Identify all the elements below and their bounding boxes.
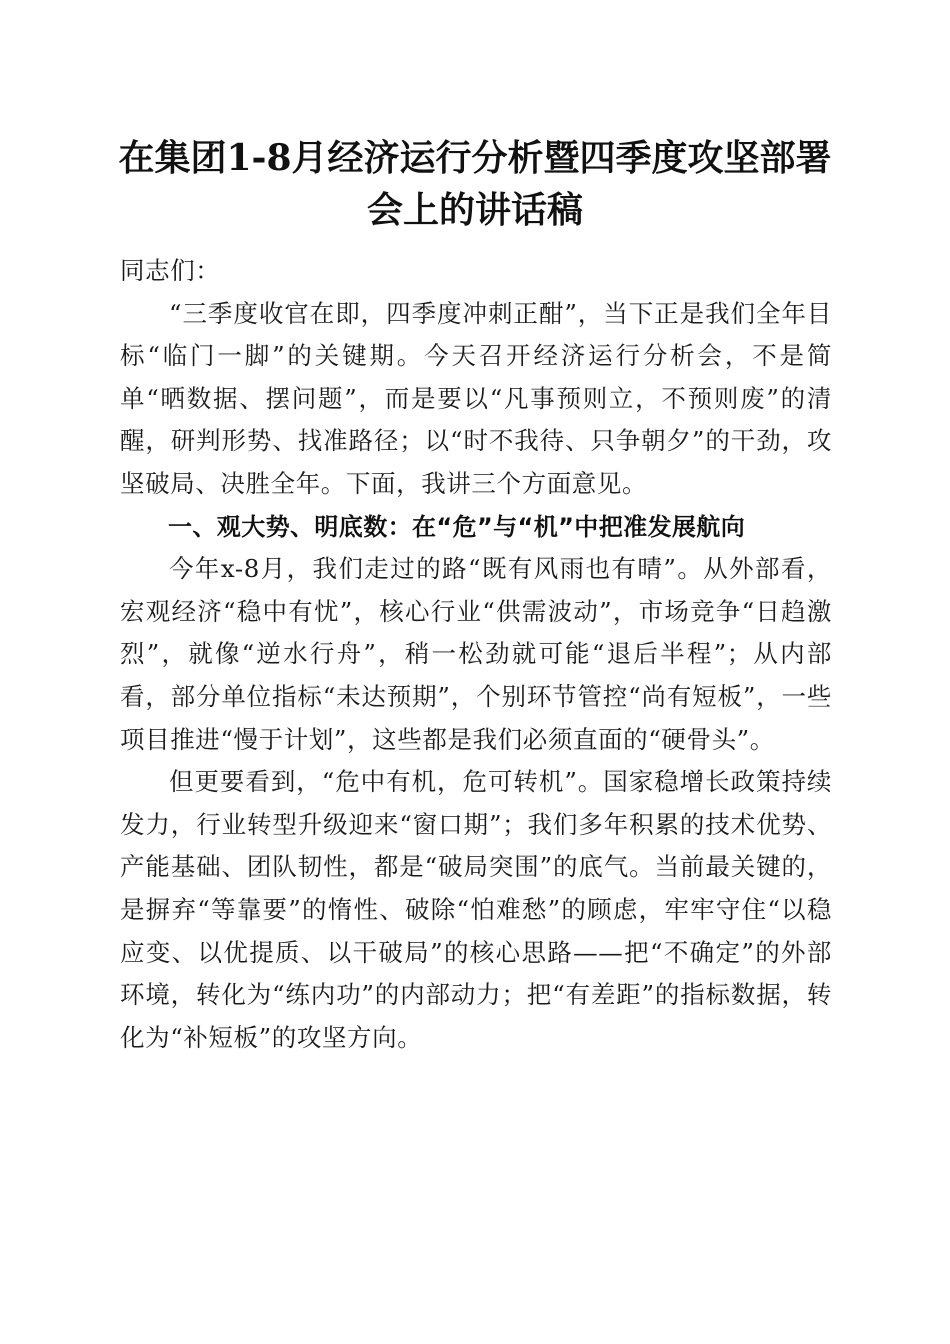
document-title	[80, 132, 870, 236]
title-line-2: 会上的讲话稿	[366, 189, 583, 231]
section-1-heading: 一、观大势、明底数：在“危”与“机”中把准发展航向	[168, 512, 746, 541]
section-1-paragraph-2: 但更要看到，“危中有机，危可转机”。国家稳增长政策持续发力，行业转型升级迎来“窗口期”；我们多年积累的技术优势、产能基础、团队韧性，都是“破局突围”的底气。当前最关键的，是摒弃“等靠要”的惰性、破除“怕难愁”的顾虑，牢牢守住“以稳应变、以优提质、以干破局”的核心思路——把“不确定”的外部环境，转化为“练内功”的内部动力；把“有差距”的指标数据，转化为“补短板”的攻坚方向。	[120, 767, 832, 1052]
document-body	[120, 250, 832, 1059]
intro-paragraph: “三季度收官在即，四季度冲刺正酣”，当下正是我们全年目标“临门一脚”的关键期。今天召开经济运行分析会，不是简单“晒数据、摆问题”，而是要以“凡事预则立，不预则废”的清醒，研判形势、找准路径；以“时不我待、只争朝夕”的干劲，攻坚破局、决胜全年。下面，我讲三个方面意见。	[120, 298, 832, 498]
salutation: 同志们：	[120, 256, 221, 285]
title-line-1: 在集团1-8月经济运行分析暨四季度攻坚部署	[118, 137, 832, 179]
section-1-paragraph-1: 今年x-8月，我们走过的路“既有风雨也有晴”。从外部看，宏观经济“稳中有忧”，核心行业“供需波动”，市场竞争“日趋激烈”，就像“逆水行舟”，稍一松劲就可能“退后半程”；从内部看，部分单位指标“未达预期”，个别环节管控“尚有短板”，一些项目推进“慢于计划”，这些都是我们必须直面的“硬骨头”。	[120, 554, 832, 754]
